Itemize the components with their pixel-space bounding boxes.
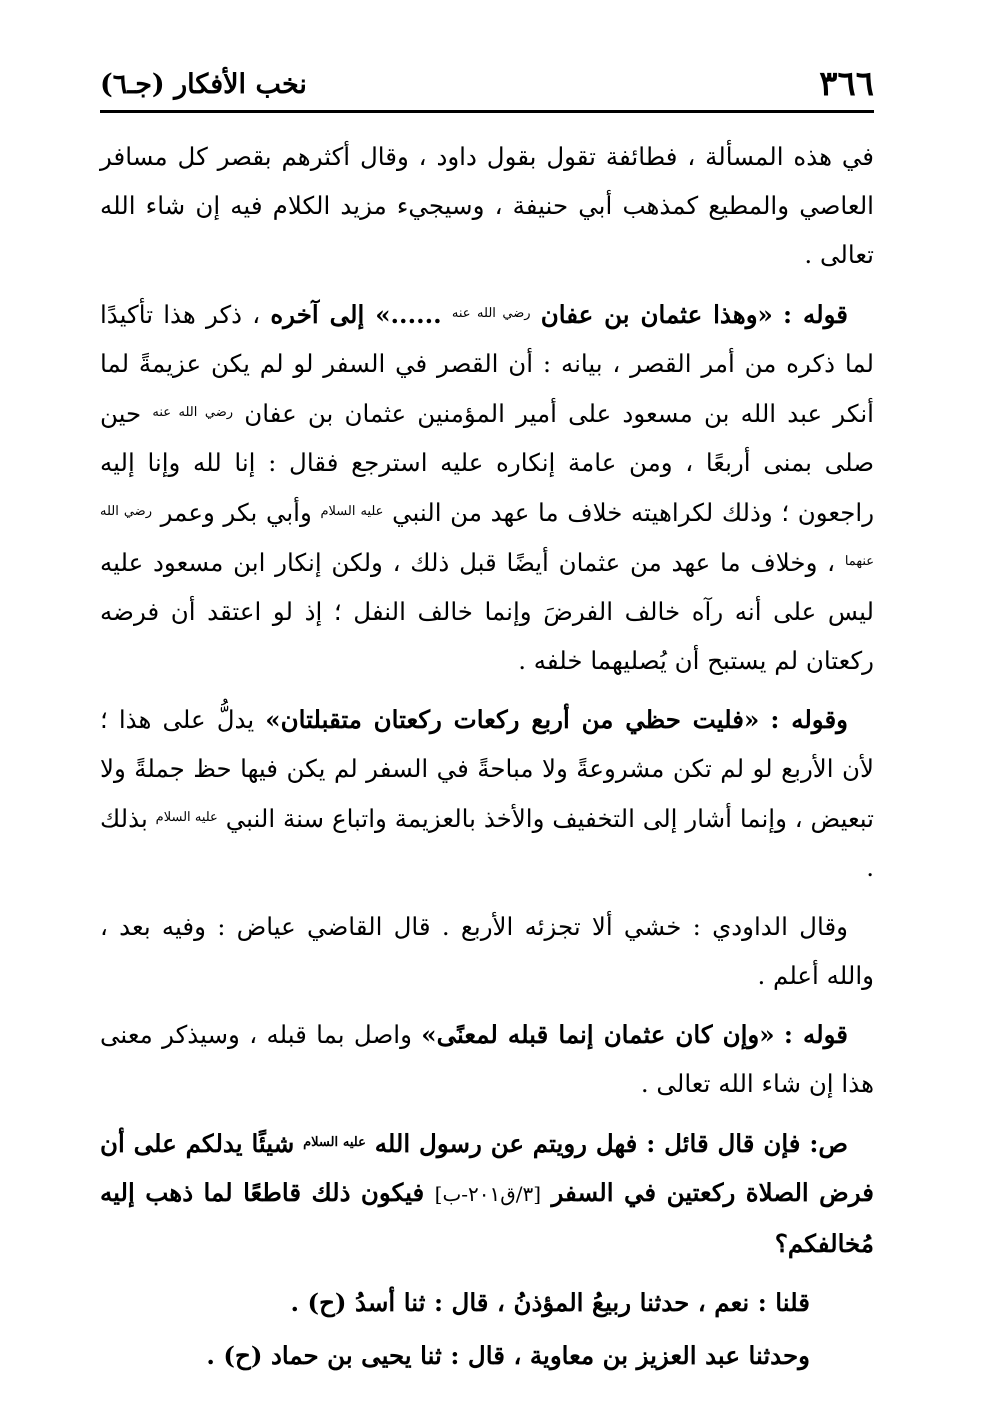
honorific-mark: عليه السلام	[320, 504, 384, 519]
paragraph-text: قلنا : نعم ، حدثنا ربيعُ المؤذنُ ، قال : ثنا أسدُ (ح) .	[290, 1288, 810, 1317]
page-number: ٣٦٦	[819, 64, 874, 104]
paragraph-lead: وقوله :	[770, 705, 848, 734]
quote-text: «فليت حظي من أربع ركعات ركعتان متقبلتان»	[265, 705, 760, 734]
body-text: وأبي بكر وعمر	[160, 498, 312, 527]
paragraph-text: وحدثنا عبد العزيز بن معاوية ، قال : ثنا يحيى بن حماد (ح) .	[206, 1341, 810, 1370]
body-text: واصل بما قبله ، وسيذكر معنى هذا إن شاء الله تعالى .	[100, 1020, 874, 1098]
quote-text: ......» إلى آخره	[270, 300, 442, 329]
body-text: يدلُّ على هذا ؛ لأن الأربع لو لم تكن مشروعةً ولا مباحةً في السفر لم يكن فيها حظ جملةً ولا تبعيض ، وإنما أشار إلى التخفيف والأخذ بالعزيمة واتباع سنة النبي	[100, 705, 874, 833]
paragraph-text: وقال الداودي : خشي ألا تجزئه الأربع . قال القاضي عياض : وفيه بعد ، والله أعلم .	[100, 912, 874, 990]
paragraph-1	[100, 132, 874, 279]
paragraph-4	[100, 902, 874, 1000]
body-text: بذلك .	[100, 804, 874, 882]
honorific-mark: رضي الله عنهما	[100, 504, 874, 569]
body-text: حين صلى بمنى أربعًا ، ومن عامة إنكاره عليه استرجع فقال : إنا لله وإنا إليه راجعون ؛ وذلك لكراهيته خلاف ما عهد من النبي	[100, 399, 875, 527]
honorific-mark: عليه السلام	[155, 810, 218, 825]
body-text: شيئًا يدلكم على أن فرض الصلاة ركعتين في السفر	[100, 1129, 874, 1207]
paragraph-8	[100, 1331, 874, 1380]
paragraph-7	[100, 1278, 874, 1327]
paragraph-2	[100, 289, 874, 685]
paragraph-3	[100, 695, 874, 892]
paragraph-lead: قوله :	[783, 300, 848, 329]
paragraph-lead: قوله :	[783, 1020, 848, 1049]
paragraph-text: في هذه المسألة ، فطائفة تقول بقول داود ، وقال أكثرهم بقصر كل مسافر العاصي والمطيع كمذهب أبي حنيفة ، وسيجيء مزيد الكلام فيه إن شاء الله تعالى .	[100, 142, 874, 269]
honorific-mark: رضي الله عنه	[451, 306, 531, 321]
quote-text: «وهذا عثمان بن عفان	[540, 300, 773, 329]
honorific-mark: عليه السلام	[303, 1135, 366, 1150]
page-body	[100, 132, 874, 1384]
honorific-mark: رضي الله عنه	[152, 405, 234, 420]
book-title: نخب الأفكار (جـ٦)	[100, 68, 307, 100]
body-text: ، وخلاف ما عهد من عثمان أيضًا قبل ذلك ، ولكن إنكار ابن مسعود عليه ليس على أنه رآه خالف الفرضَ وإنما خالف النفل ؛ إذ لو اعتقد أن فرضه ركعتان لم يستبح أن يُصليهما خلفه .	[100, 548, 874, 675]
paragraph-lead: ص: فإن قال قائل : فهل رويتم عن رسول الله	[374, 1129, 848, 1158]
paragraph-6	[100, 1118, 874, 1268]
paragraph-5	[100, 1010, 874, 1108]
body-text: ، ذكر هذا تأكيدًا لما ذكره من أمر القصر ، بيانه : أن القصر في السفر لو لم يكن عزيمةً لما أنكر عبد الله بن مسعود على أمير المؤمنين عثمان بن عفان	[100, 300, 874, 428]
page-header	[100, 58, 874, 113]
quote-text: «وإن كان عثمان إنما قبله لمعنًى»	[421, 1020, 775, 1049]
manuscript-reference: [٣/ق٢٠١-ب]	[434, 1182, 542, 1206]
body-text: فيكون ذلك قاطعًا لما ذهب إليه مُخالفكم؟	[100, 1178, 874, 1258]
